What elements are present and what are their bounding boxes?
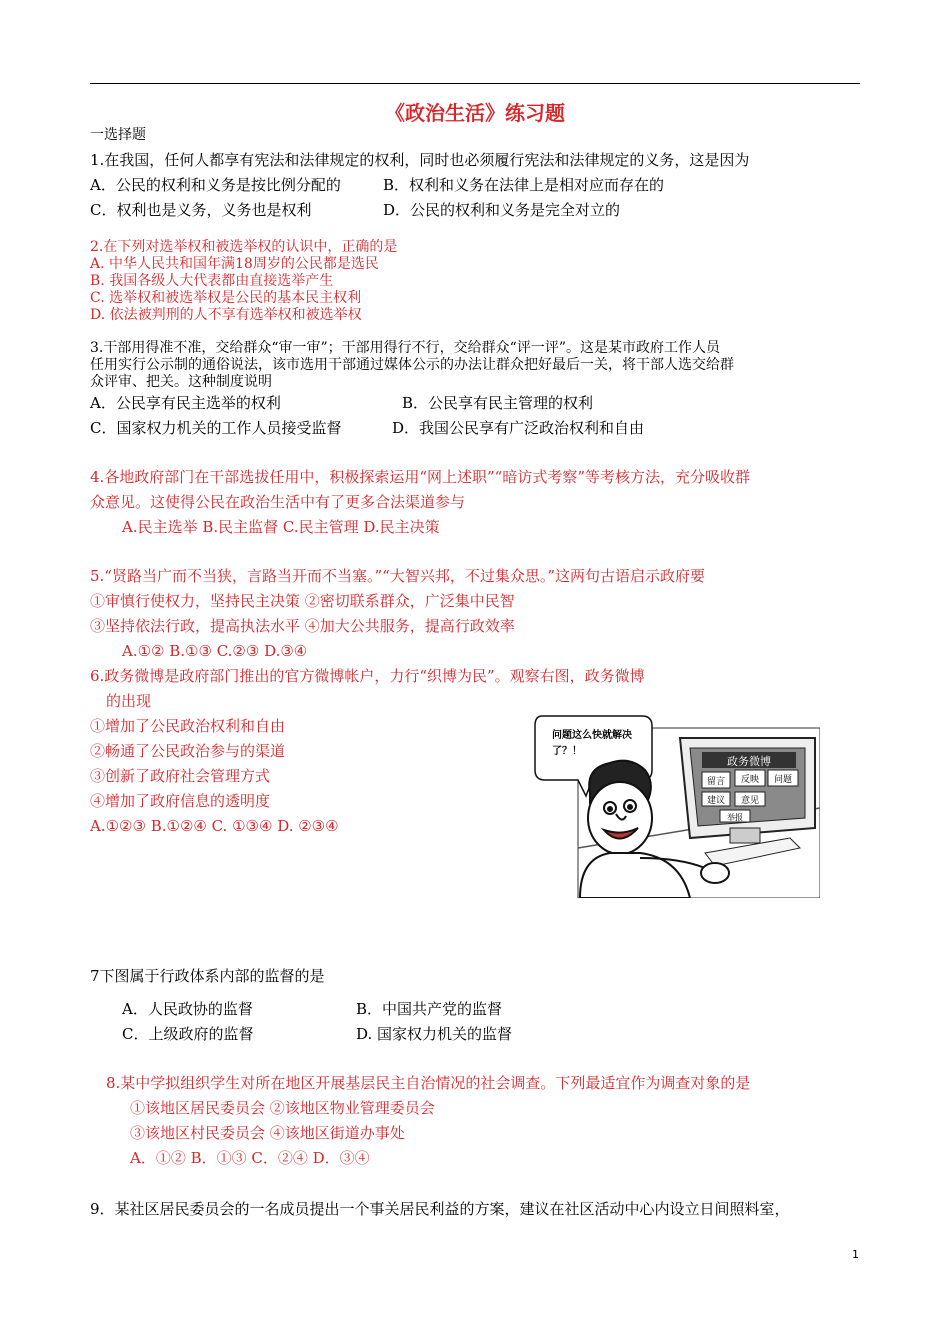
q3-option-b: B．公民享有民主管理的权利 — [402, 394, 594, 412]
page-title: 《政治生活》练习题 — [385, 101, 565, 125]
q2-option-a: A. 中华人民共和国年满18周岁的公民都是选民 — [90, 256, 379, 272]
screen-title: 政务微博 — [727, 755, 771, 768]
screen-button-3: 问题 — [773, 775, 793, 785]
screen-button-4: 建议 — [706, 796, 726, 806]
q2-option-b: B. 我国各级人大代表都由直接选举产生 — [90, 273, 334, 289]
q4-stem-line1: 4.各地政府部门在干部选拔任用中，积极探索运用“网上述职”“暗访式考察”等考核方法，充分吸收群 — [90, 468, 750, 486]
q5-items-1: ①审慎行使权力，坚持民主决策 ②密切联系群众，广泛集中民智 — [90, 592, 515, 610]
q3-option-d: D．我国公民享有广泛政治权利和自由 — [392, 419, 645, 437]
q8-items-2: ③该地区村民委员会 ④该地区街道办事处 — [130, 1124, 405, 1142]
q6-options: A.①②③ B.①②④ C. ①③④ D. ②③④ — [90, 817, 339, 835]
q7-option-b: B．中国共产党的监督 — [356, 1000, 503, 1018]
header-rule — [90, 83, 860, 84]
q9-stem: 9．某社区居民委员会的一名成员提出一个事关居民利益的方案，建议在社区活动中心内设立日间照料室， — [90, 1200, 790, 1218]
q6-stem-line2: 的出现 — [106, 692, 152, 710]
q6-item-3: ③创新了政府社会管理方式 — [90, 767, 271, 785]
bubble-text-line1: 问题这么快就解决 — [552, 730, 632, 741]
q8-options: A．①② B．①③ C．②④ D．③④ — [130, 1149, 370, 1167]
q1-option-a: A．公民的权利和义务是按比例分配的 — [90, 176, 341, 194]
q1-option-c: C．权利也是义务，义务也是权利 — [90, 201, 312, 219]
screen-button-5: 意见 — [740, 796, 760, 806]
q4-options: A.民主选举 B.民主监督 C.民主管理 D.民主决策 — [122, 518, 440, 536]
cartoon-illustration — [530, 708, 820, 898]
q1-stem: 1.在我国，任何人都享有宪法和法律规定的权利，同时也必须履行宪法和法律规定的义务，这是因为 — [90, 151, 750, 169]
screen-button-6: 举报 — [727, 813, 743, 822]
q1-option-b: B．权利和义务在法律上是相对应而存在的 — [383, 176, 665, 194]
q8-stem: 8.某中学拟组织学生对所在地区开展基层民主自治情况的社会调查。下列最适宜作为调查对象的是 — [106, 1074, 751, 1092]
q3-stem-line2: 任用实行公示制的通俗说法，该市选用干部通过媒体公示的办法让群众把好最后一关，将干部人选交给群 — [90, 357, 734, 373]
bubble-text-line2: 了？！ — [552, 746, 582, 757]
q8-items-1: ①该地区居民委员会 ②该地区物业管理委员会 — [130, 1099, 435, 1117]
screen-button-1: 留言 — [706, 777, 726, 787]
q6-item-4: ④增加了政府信息的透明度 — [90, 792, 271, 810]
page-number: 1 — [852, 1248, 859, 1261]
q6-item-2: ②畅通了公民政治参与的渠道 — [90, 742, 286, 760]
q3-stem-line1: 3.干部用得准不准，交给群众“审一审”；干部用得行不行，交给群众“评一评”。这是某市政府工作人员 — [90, 340, 720, 356]
q1-option-d: D．公民的权利和义务是完全对立的 — [383, 201, 621, 219]
q2-stem: 2.在下列对选举权和被选举权的认识中，正确的是 — [90, 239, 398, 255]
section-heading: 一选择题 — [90, 127, 146, 143]
q7-option-a: A．人民政协的监督 — [122, 1000, 253, 1018]
q5-options: A.①② B.①③ C.②③ D.③④ — [122, 642, 308, 660]
q3-stem-line3: 众评审、把关。这种制度说明 — [90, 374, 272, 390]
q5-items-2: ③坚持依法行政，提高执法水平 ④加大公共服务，提高行政效率 — [90, 617, 515, 635]
q3-option-c: C．国家权力机关的工作人员接受监督 — [90, 419, 342, 437]
q3-option-a: A．公民享有民主选举的权利 — [90, 394, 281, 412]
q7-stem: 7下图属于行政体系内部的监督的是 — [90, 967, 325, 985]
q2-option-d: D. 依法被判刑的人不享有选举权和被选举权 — [90, 307, 362, 323]
q5-stem: 5.“贤路当广而不当狭，言路当开而不当塞。”“大智兴邦，不过集众思。”这两句古语启示政府要 — [90, 567, 705, 585]
q2-option-c: C. 选举权和被选举权是公民的基本民主权利 — [90, 290, 362, 306]
q6-stem-line1: 6.政务微博是政府部门推出的官方微博帐户，力行“织博为民”。观察右图，政务微博 — [90, 667, 645, 685]
q6-item-1: ①增加了公民政治权利和自由 — [90, 717, 286, 735]
q7-option-d: D. 国家权力机关的监督 — [356, 1025, 513, 1043]
q4-stem-line2: 众意见。这使得公民在政治生活中有了更多合法渠道参与 — [90, 493, 466, 511]
q7-option-c: C．上级政府的监督 — [122, 1025, 254, 1043]
screen-button-2: 反映 — [740, 775, 760, 785]
